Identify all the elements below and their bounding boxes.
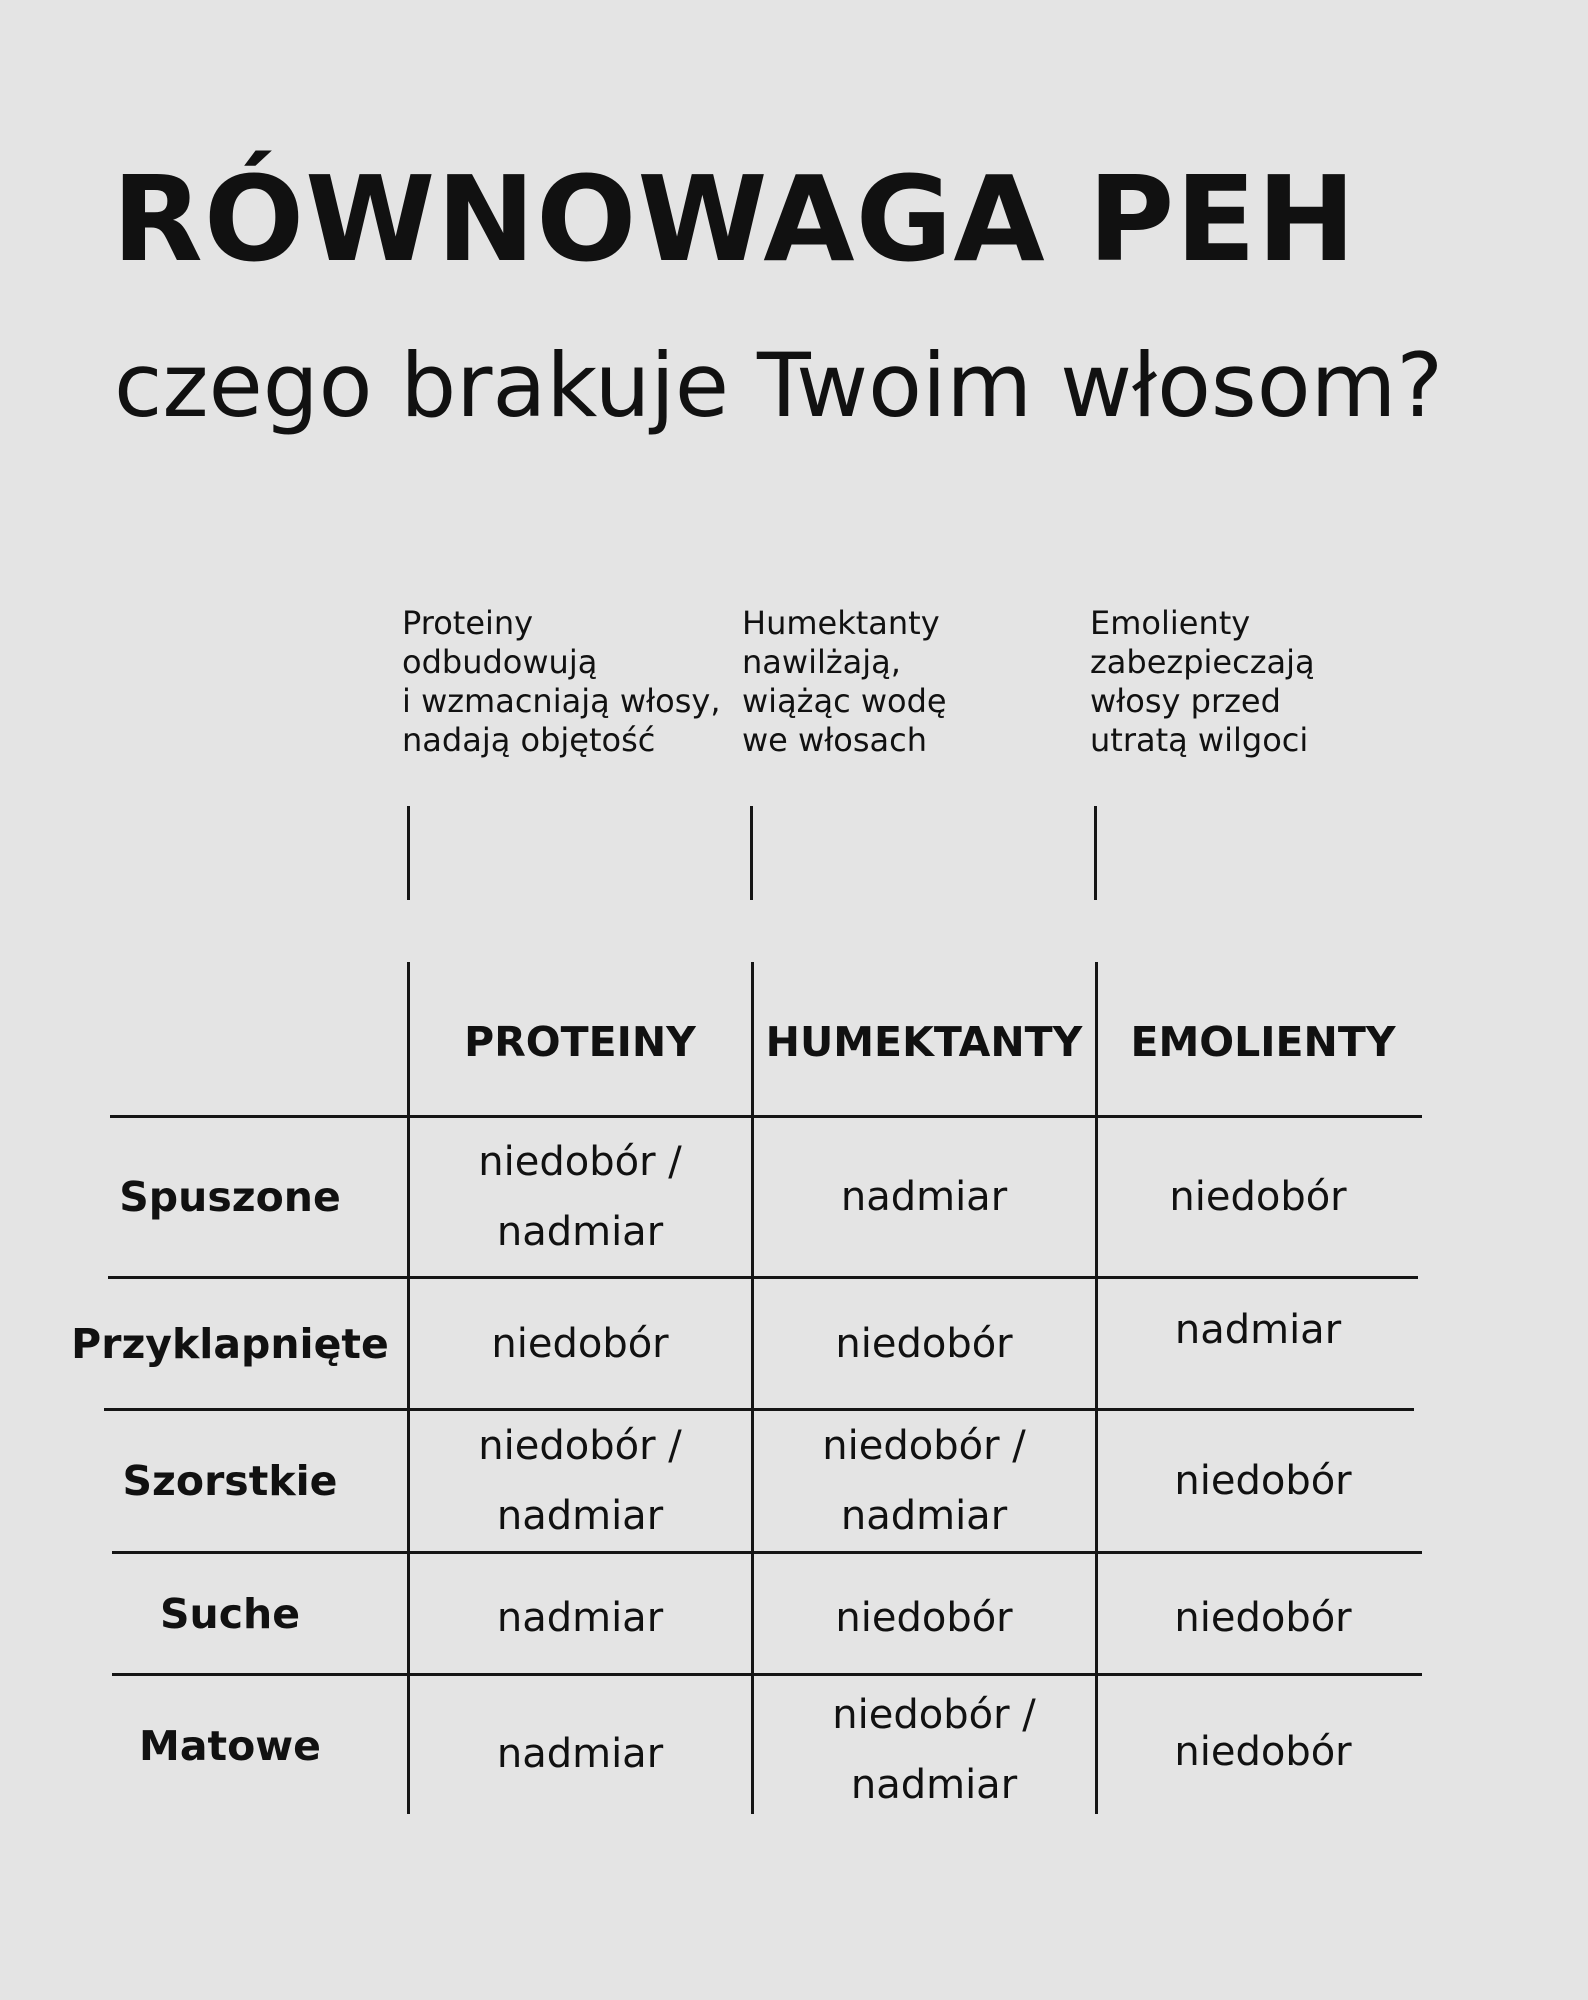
row-label-szorstkie: Szorstkie — [122, 1457, 338, 1505]
description-humektanty: Humektanty nawilżają, wiążąc wodę we włosach — [742, 604, 947, 759]
row-label-spuszone: Spuszone — [119, 1173, 341, 1221]
column-header-humektanty: HUMEKTANTY — [765, 1018, 1083, 1066]
row-label-matowe: Matowe — [139, 1722, 321, 1770]
column-header-emolienty: EMOLIENTY — [1130, 1018, 1396, 1066]
connector-line-proteiny — [407, 806, 410, 900]
table-cell: niedobór — [1174, 1729, 1352, 1775]
connector-line-emolienty — [1094, 806, 1097, 900]
page-subtitle: czego brakuje Twoim włosom? — [114, 334, 1444, 437]
table-cell: niedobór — [491, 1320, 669, 1367]
row-label-przyklapniete: Przyklapnięte — [71, 1319, 389, 1368]
page-title: RÓWNOWAGA PEH — [112, 150, 1357, 288]
table-cell: niedobór / nadmiar — [478, 1423, 682, 1539]
description-emolienty: Emolienty zabezpieczają włosy przed utratą wilgoci — [1090, 604, 1315, 759]
table-cell: nadmiar — [840, 1174, 1008, 1220]
row-label-suche: Suche — [159, 1589, 301, 1638]
table-cell: nadmiar — [1174, 1306, 1342, 1353]
table-cell: niedobór — [1169, 1174, 1347, 1220]
table-cell: niedobór / nadmiar — [478, 1139, 682, 1255]
table-cell: niedobór — [835, 1595, 1013, 1641]
table-cell: niedobór — [1174, 1458, 1352, 1504]
table-cell: nadmiar — [496, 1731, 664, 1777]
table-cell: niedobór / nadmiar — [822, 1423, 1026, 1539]
table-cell: nadmiar — [496, 1595, 664, 1641]
table-cell: niedobór — [1174, 1595, 1352, 1641]
connector-line-humektanty — [750, 806, 753, 900]
column-header-proteiny: PROTEINY — [464, 1018, 696, 1066]
description-proteiny: Proteiny odbudowują i wzmacniają włosy, nadają objętość — [402, 604, 721, 759]
table-cell: niedobór / nadmiar — [832, 1692, 1036, 1808]
table-cell: niedobór — [835, 1320, 1013, 1367]
